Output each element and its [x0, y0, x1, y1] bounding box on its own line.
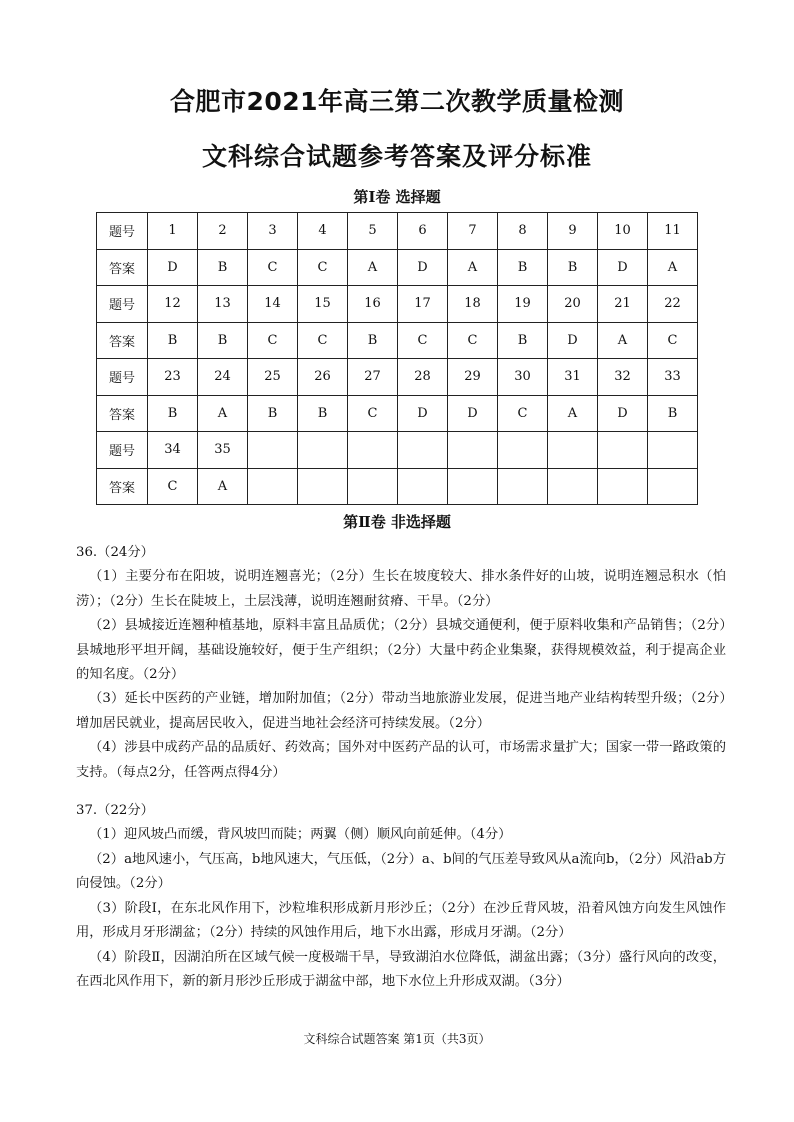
answer-table-cell: [498, 468, 548, 505]
answer-table-cell: [348, 432, 398, 469]
answer-table-cell: 14: [248, 286, 298, 323]
answer-table-cell: B: [548, 249, 598, 286]
answer-table-cell: [648, 432, 698, 469]
question-36-part-2: （2）县城接近连翘种植基地，原料丰富且品质优；（2分）县城交通便利，便于原料收集和产品销售；（2分）县城地形平坦开阔，基础设施较好，便于生产组织；（2分）大量中药企业集聚，获得规模效益，利于提高企业的知名度。（2分）: [76, 618, 726, 683]
answer-table-cell: D: [398, 249, 448, 286]
answer-table-cell: 10: [598, 213, 648, 250]
answer-table-cell: C: [248, 322, 298, 359]
answer-table-cell: [598, 468, 648, 505]
answer-table-cell: 34: [148, 432, 198, 469]
answer-table-cell: 35: [198, 432, 248, 469]
question-37-part-2: （2）a地风速小，气压高，b地风速大，气压低，（2分）a、b间的气压差导致风从a流向b，（2分）风沿ab方向侵蚀。（2分）: [76, 851, 726, 892]
question-37-heading: 37.（22分）: [76, 803, 154, 819]
answer-table-cell: [648, 468, 698, 505]
answer-table-cell: 12: [148, 286, 198, 323]
answer-table-cell: 9: [548, 213, 598, 250]
document-subtitle: 文科综合试题参考答案及评分标准: [201, 142, 592, 171]
answer-table-cell: B: [498, 322, 548, 359]
answer-table-cell: 26: [298, 359, 348, 396]
row-label-cell: 答案: [97, 395, 148, 432]
answer-table-cell: 23: [148, 359, 198, 396]
answer-table-body: [97, 213, 698, 505]
answer-table-cell: 6: [398, 213, 448, 250]
question-36: [76, 541, 726, 785]
answer-table-cell: C: [498, 395, 548, 432]
answer-table-cell: [248, 432, 298, 469]
answer-table-row: [97, 249, 698, 286]
answer-table-cell: 32: [598, 359, 648, 396]
answer-table-cell: B: [148, 395, 198, 432]
answer-table-cell: [448, 468, 498, 505]
question-37-part-4: （4）阶段Ⅱ，因湖泊所在区域气候一度极端干旱，导致湖泊水位降低，湖盆出露；（3分）盛行风向的改变，在西北风作用下，新的新月形沙丘形成于湖盆中部，地下水位上升形成双湖。（3分）: [76, 949, 726, 989]
answer-table-cell: 8: [498, 213, 548, 250]
answer-table: [96, 212, 698, 505]
answer-table-cell: 16: [348, 286, 398, 323]
answer-table-cell: 1: [148, 213, 198, 250]
answer-table-cell: 29: [448, 359, 498, 396]
answer-table-cell: 11: [648, 213, 698, 250]
answer-table-cell: D: [598, 395, 648, 432]
question-36-part-1: （1）主要分布在阳坡，说明连翘喜光；（2分）生长在坡度较大、排水条件好的山坡，说明连翘忌积水（怕涝）；（2分）生长在陡坡上，土层浅薄，说明连翘耐贫瘠、干旱。（2分）: [76, 569, 726, 609]
row-label-cell: 题号: [97, 359, 148, 396]
answer-table-cell: A: [198, 468, 248, 505]
answer-table-cell: C: [448, 322, 498, 359]
answer-table-cell: 15: [298, 286, 348, 323]
answer-table-cell: [398, 468, 448, 505]
answer-table-cell: 33: [648, 359, 698, 396]
answer-table-cell: C: [148, 468, 198, 505]
answer-table-row: [97, 468, 698, 505]
answer-table-cell: 28: [398, 359, 448, 396]
section-2-title: 第Ⅱ卷 非选择题: [343, 513, 451, 531]
answer-table-row: [97, 359, 698, 396]
answer-table-cell: A: [348, 249, 398, 286]
row-label-cell: 题号: [97, 286, 148, 323]
question-37-part-3: （3）阶段Ⅰ，在东北风作用下，沙粒堆积形成新月形沙丘；（2分）在沙丘背风坡，沿着风蚀方向发生风蚀作用，形成月牙形湖盆；（2分）持续的风蚀作用后，地下水出露，形成月牙湖。（2分）: [76, 900, 726, 941]
answer-table-cell: D: [398, 395, 448, 432]
answer-table-cell: A: [648, 249, 698, 286]
document-title: 合肥市2021年高三第二次教学质量检测: [169, 87, 625, 116]
answer-table-cell: A: [548, 395, 598, 432]
answer-table-row: [97, 432, 698, 469]
answer-table-cell: 20: [548, 286, 598, 323]
answer-table-cell: [498, 432, 548, 469]
answer-table-cell: C: [398, 322, 448, 359]
answer-table-cell: [548, 432, 598, 469]
answer-table-cell: C: [298, 322, 348, 359]
answer-table-cell: C: [248, 249, 298, 286]
answer-table-cell: A: [598, 322, 648, 359]
answer-table-cell: 22: [648, 286, 698, 323]
answer-table-cell: [448, 432, 498, 469]
row-label-cell: 题号: [97, 432, 148, 469]
answer-table-cell: B: [648, 395, 698, 432]
answer-table-cell: 19: [498, 286, 548, 323]
answer-table-cell: B: [298, 395, 348, 432]
question-37: [76, 799, 726, 994]
answer-table-cell: 31: [548, 359, 598, 396]
answer-table-cell: B: [248, 395, 298, 432]
answer-table-cell: 24: [198, 359, 248, 396]
answer-table-cell: [598, 432, 648, 469]
answer-table-cell: B: [498, 249, 548, 286]
answer-table-cell: 21: [598, 286, 648, 323]
answer-table-cell: 17: [398, 286, 448, 323]
question-36-part-4: （4）涉县中成药产品的品质好、药效高；国外对中医药产品的认可，市场需求量扩大；国家一带一路政策的支持。（每点2分，任答两点得4分）: [76, 740, 726, 780]
answer-table-row: [97, 286, 698, 323]
answer-table-cell: B: [198, 249, 248, 286]
row-label-cell: 题号: [97, 213, 148, 250]
answer-table-cell: [548, 468, 598, 505]
question-36-heading: 36.（24分）: [76, 545, 154, 560]
question-36-part-3: （3）延长中医药的产业链，增加附加值；（2分）带动当地旅游业发展，促进当地产业结构转型升级；（2分）增加居民就业，提高居民收入，促进当地社会经济可持续发展。（2分）: [76, 691, 726, 731]
answer-table-cell: C: [298, 249, 348, 286]
answer-table-cell: D: [548, 322, 598, 359]
answer-table-cell: 7: [448, 213, 498, 250]
answer-table-cell: 18: [448, 286, 498, 323]
answer-table-cell: 3: [248, 213, 298, 250]
answer-table-row: [97, 395, 698, 432]
answer-table-cell: 5: [348, 213, 398, 250]
answer-table-cell: [348, 468, 398, 505]
answer-table-cell: A: [198, 395, 248, 432]
answer-content: [76, 541, 726, 994]
answer-table-cell: [398, 432, 448, 469]
answer-table-cell: 2: [198, 213, 248, 250]
answer-table-row: [97, 213, 698, 250]
answer-table-cell: [298, 468, 348, 505]
answer-table-cell: 30: [498, 359, 548, 396]
answer-table-cell: 25: [248, 359, 298, 396]
answer-table-cell: [298, 432, 348, 469]
answer-table-cell: C: [648, 322, 698, 359]
answer-table-cell: B: [198, 322, 248, 359]
answer-table-cell: B: [148, 322, 198, 359]
answer-table-row: [97, 322, 698, 359]
question-37-part-1: （1）迎风坡凸而缓，背风坡凹而陡；两翼（侧）顺风向前延伸。（4分）: [89, 827, 512, 843]
page-footer: 文科综合试题答案 第1页（共3页）: [303, 1032, 491, 1046]
answer-table-cell: D: [598, 249, 648, 286]
question-gap: [76, 785, 726, 799]
section-1-title: 第Ⅰ卷 选择题: [353, 188, 441, 206]
answer-table-cell: D: [448, 395, 498, 432]
answer-table-cell: A: [448, 249, 498, 286]
row-label-cell: 答案: [97, 322, 148, 359]
answer-table-cell: B: [348, 322, 398, 359]
answer-table-cell: [248, 468, 298, 505]
row-label-cell: 答案: [97, 468, 148, 505]
answer-table-cell: 27: [348, 359, 398, 396]
answer-table-cell: 13: [198, 286, 248, 323]
answer-table-cell: 4: [298, 213, 348, 250]
row-label-cell: 答案: [97, 249, 148, 286]
answer-table-cell: D: [148, 249, 198, 286]
answer-table-cell: C: [348, 395, 398, 432]
